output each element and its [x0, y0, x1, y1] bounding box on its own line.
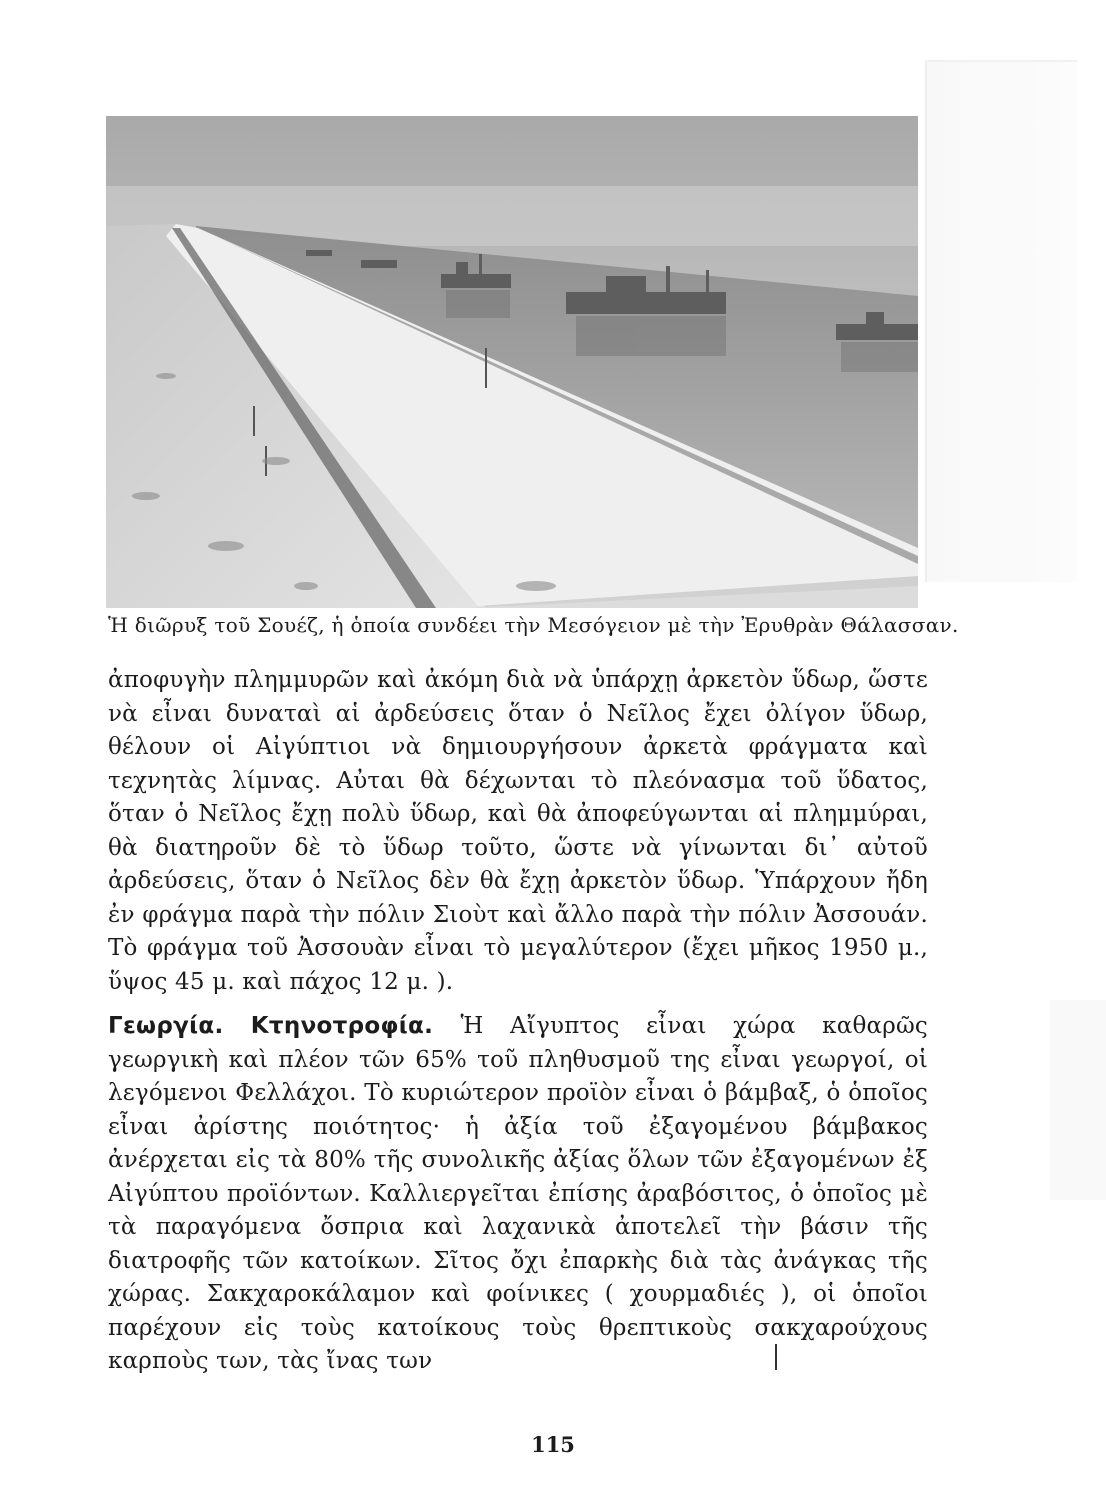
page-number: 115: [531, 1432, 575, 1457]
suez-canal-photo: [106, 116, 918, 608]
paragraph-dams: ἀποφυγὴν πλημμυρῶν καὶ ἀκόμη διὰ νὰ ὑπάρχῃ ἀρκετὸν ὕδωρ, ὥστε νὰ εἶναι δυναταὶ αἱ ἀρδεύσεις ὅταν ὁ Νεῖλος ἔχει ὀλίγον ὕδωρ, θέλουν οἱ Αἰγύπτιοι νὰ δημιουργήσουν ἀρκετὰ φράγματα καὶ τεχνητὰς λίμνας. Αὐται θὰ δέχωνται τὸ πλεόνασμα τοῦ ὕδατος, ὅταν ὁ Νεῖλος ἔχῃ πολὺ ὕδωρ, καὶ θὰ ἀποφεύγωνται αἱ πλημμύραι, θὰ διατηροῦν δὲ τὸ ὕδωρ τοῦτο, ὥστε νὰ γίνωνται δι᾽ αὐτοῦ ἀρδεύσεις, ὅταν ὁ Νεῖλος δὲν θὰ ἔχῃ ἀρκετὸν ὕδωρ. Ὑπάρχουν ἤδη ἐν φράγμα παρὰ τὴν πόλιν Σιοὺτ καὶ ἄλλο παρὰ τὴν πόλιν Ἀσσουάν. Τὸ φράγμα τοῦ Ἀσσουὰν εἶναι τὸ μεγαλύτερον (ἔχει μῆκος 1950 μ., ὕψος 45 μ. καὶ πάχος 12 μ. ).: [108, 667, 928, 995]
photo-illustration: [106, 116, 918, 608]
reverse-page-bleed: [925, 60, 1077, 582]
photo-caption: Ἡ διῶρυξ τοῦ Σουέζ, ἡ ὁποία συνδέει τὴν Μεσόγειον μὲ τὴν Ἐρυθρὰν Θάλασσαν.: [108, 613, 959, 637]
paragraph-agriculture: [108, 1010, 928, 1379]
reverse-page-bleed: [1050, 1000, 1106, 1200]
pencil-mark: [775, 1344, 777, 1370]
section-heading: Γεωργία. Κτηνοτροφία.: [108, 1013, 461, 1039]
section-body: Ἡ Αἴγυπτος εἶναι χώρα καθαρῶς γεωργικὴ καὶ πλέον τῶν 65% τοῦ πληθυσμοῦ της εἶναι γεωργοί, οἱ λεγόμενοι Φελλάχοι. Τὸ κυριώτερον προϊὸν εἶναι ὁ βάμβαξ, ὁ ὁποῖος εἶναι ἀρίστης ποιότητος· ἡ ἀξία τοῦ ἐξαγομένου βάμβακος ἀνέρχεται εἰς τὰ 80% τῆς συνολικῆς ἀξίας ὅλων τῶν ἐξαγομένων ἐξ Αἰγύπτου προϊόντων. Καλλιεργεῖται ἐπίσης ἀραβόσιτος, ὁ ὁποῖος μὲ τὰ παραγόμενα ὄσπρια καὶ λαχανικὰ ἀποτελεῖ τὴν βάσιν τῆς διατροφῆς τῶν κατοίκων. Σῖτος ὄχι ἐπαρκὴς διὰ τὰς ἀνάγκας τῆς χώρας. Σακχαροκάλαμον καὶ φοίνικες ( χουρμαδιές ), οἱ ὁποῖοι παρέχουν εἰς τοὺς κατοίκους τοὺς θρεπτικοὺς σακχαρούχους καρποὺς των, τὰς ἴνας των: [108, 1013, 928, 1374]
